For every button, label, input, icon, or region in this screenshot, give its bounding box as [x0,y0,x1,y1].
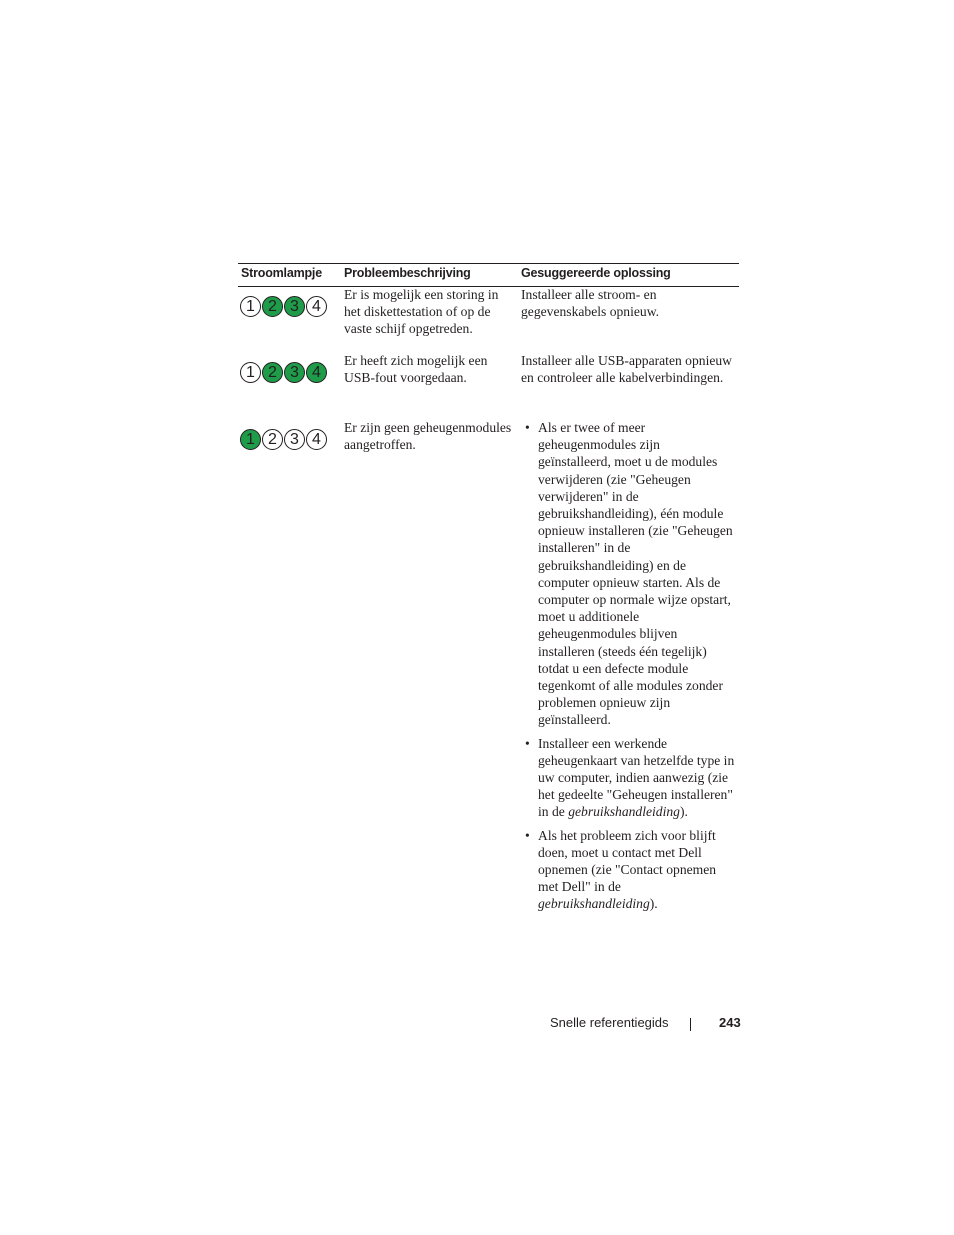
power-led-indicator [240,429,327,450]
header-stroomlampje: Stroomlampje [241,266,322,280]
solution-bullet-list [521,419,735,913]
footer-separator [690,1018,691,1031]
power-led-indicator [240,296,327,317]
bullet-text: Als het probleem zich voor blijft doen, moet u contact met Dell opnemen (zie "Contact opnemen met Dell" in de [538,827,717,895]
manual-reference: gebruikshandleiding [568,804,680,820]
footer-title: Snelle referentiegids [550,1015,669,1030]
problem-description: Er is mogelijk een storing in het diskettestation of op de vaste schijf opgetreden. [344,287,499,337]
led-1-icon: 1 [240,429,261,450]
led-2-icon: 2 [262,429,283,450]
suggested-solution: Installeer alle stroom- en gegevenskabels opnieuw. [521,287,660,320]
problem-description: Er heeft zich mogelijk een USB-fout voorgedaan. [344,353,488,386]
bullet-text-end: ). [649,896,658,912]
led-4-icon: 4 [306,362,327,383]
led-1-icon: 1 [240,296,261,317]
power-led-indicator [240,362,327,383]
led-3-icon: 3 [284,296,305,317]
problem-description: Er zijn geen geheugenmodules aangetroffen. [344,420,512,453]
led-2-icon: 2 [262,296,283,317]
header-gesuggereerde-oplossing: Gesuggereerde oplossing [521,266,671,280]
bullet-text: Installeer een werkende geheugenkaart van hetzelfde type in uw computer, indien aanwezig (zie het gedeelte "Geheugen installeren" in de [538,735,735,820]
led-3-icon: 3 [284,429,305,450]
diagnostic-table [238,263,739,287]
bullet-text: Als er twee of meer geheugenmodules zijn geïnstalleerd, moet u de modules verwijderen (zie "Geheugen verwijderen" in de gebruikshandleiding), één module opnieuw installeren (zie "Geheugen installeren" in de gebruikshandleiding) en de computer opnieuw starten. Als de computer op normale wijze opstart, moet u additionele geheugenmodules blijven installeren (steeds één tegelijk) totdat u een defecte module tegenkomt of alle modules zonder problemen opnieuw zijn geïnstalleerd. [538,420,733,728]
led-4-icon: 4 [306,296,327,317]
page-number: 243 [719,1015,741,1030]
led-4-icon: 4 [306,429,327,450]
led-1-icon: 1 [240,362,261,383]
list-item [521,827,735,913]
bullet-text-end: ). [679,804,688,820]
header-probleembeschrijving: Probleembeschrijving [344,266,471,280]
suggested-solution: Installeer alle USB-apparaten opnieuw en controleer alle kabelverbindingen. [521,353,733,386]
led-3-icon: 3 [284,362,305,383]
list-item [521,419,735,729]
manual-reference: gebruikshandleiding [538,896,650,912]
table-header [238,264,739,287]
list-item [521,735,735,821]
suggested-solution [521,419,735,919]
led-2-icon: 2 [262,362,283,383]
